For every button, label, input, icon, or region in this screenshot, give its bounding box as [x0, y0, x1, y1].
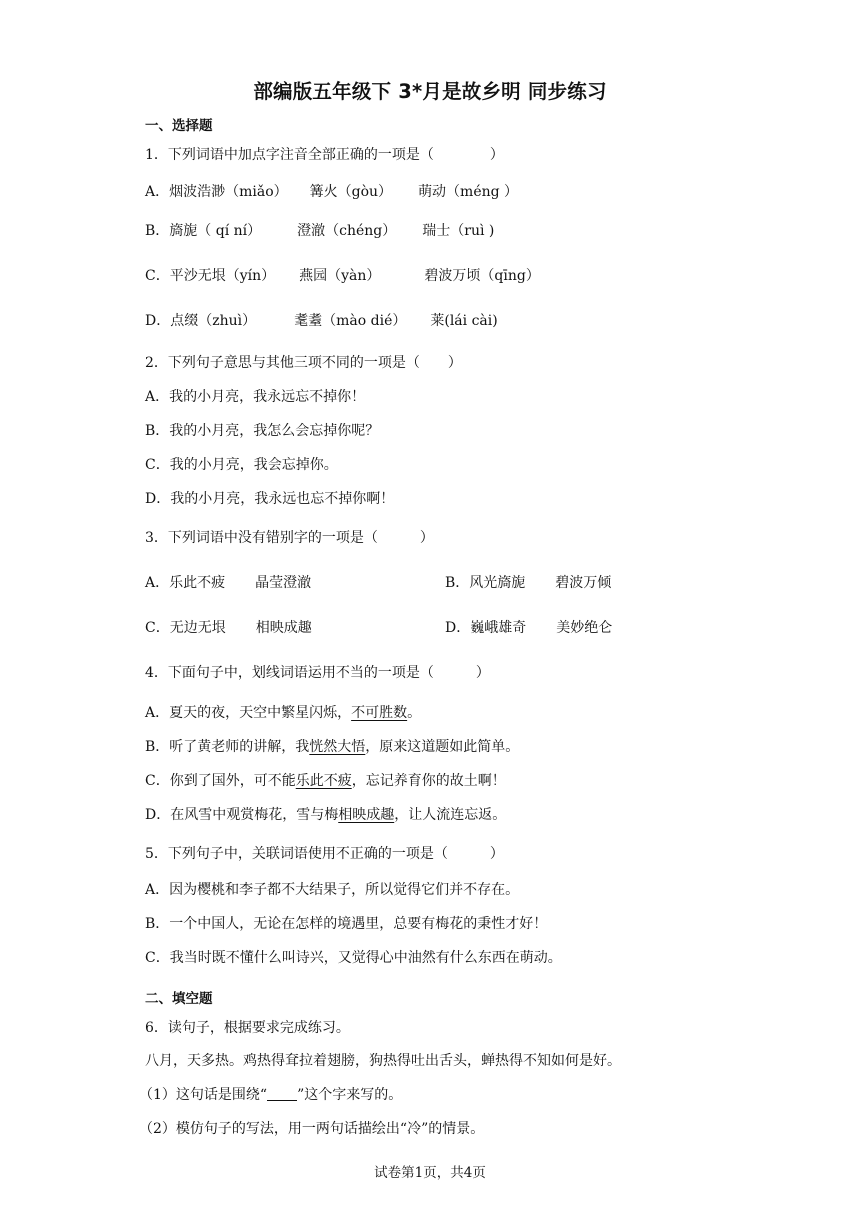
question-2-option-b: B．我的小月亮，我怎么会忘掉你呢？: [145, 423, 380, 439]
question-2-option-d: D．我的小月亮，我永远也忘不掉你啊！: [145, 491, 395, 507]
question-6-text: 八月，天多热。鸡热得耷拉着翅膀，狗热得吐出舌头，蝉热得不知如何是好。: [145, 1053, 621, 1069]
option-text: 篝火（gòu）: [309, 184, 393, 200]
question-1-option-b: [145, 221, 494, 241]
underlined-phrase: 相映成趣: [338, 807, 395, 823]
option-text: C．你到了国外，可不能: [145, 773, 296, 789]
question-5-option-b: B．一个中国人，无论在怎样的境遇里，总要有梅花的秉性才好！: [145, 916, 548, 932]
underlined-phrase: 乐此不疲: [295, 773, 352, 789]
part-text: ”这个字来写的。: [297, 1087, 403, 1103]
section-heading-choice: 一、选择题: [145, 118, 213, 134]
question-6-stem: 6．读句子，根据要求完成练习。: [145, 1020, 350, 1036]
option-text: B．听了黄老师的讲解，我: [145, 739, 310, 755]
option-text: B．旖旎（ qí ní）: [145, 223, 262, 239]
option-text: D．巍峨雄奇: [445, 620, 527, 636]
option-text: 萌动（méng ）: [418, 184, 519, 200]
question-4-option-a: [145, 703, 421, 723]
option-text: 瑞士（ruì ): [422, 223, 495, 239]
option-text: A．乐此不疲: [145, 575, 226, 591]
option-text: ，让人流连忘返。: [394, 807, 507, 823]
question-1-stem: 1．下列词语中加点字注音全部正确的一项是（ ）: [145, 147, 504, 163]
option-text: B．风光旖旎: [445, 575, 526, 591]
question-3-option-b: [445, 573, 611, 593]
question-3-stem: 3．下列词语中没有错别字的一项是（ ）: [145, 530, 434, 546]
option-text: 澄澈（chéng）: [297, 223, 397, 239]
question-2-option-c: C．我的小月亮，我会忘掉你。: [145, 457, 338, 473]
option-text: C．无边无垠: [145, 620, 226, 636]
question-3-option-c: [145, 618, 312, 638]
question-6-part-2: （2）模仿句子的写法，用一两句话描绘出“冷”的情景。: [139, 1121, 485, 1137]
underlined-phrase: 恍然大悟: [309, 739, 366, 755]
question-5-stem: 5．下列句子中，关联词语使用不正确的一项是（ ）: [145, 846, 504, 862]
option-text: 碧波万倾: [555, 575, 612, 591]
question-3-option-d: [445, 618, 612, 638]
question-4-stem: 4．下面句子中，划线词语运用不当的一项是（ ）: [145, 665, 490, 681]
page-footer: 试卷第1页，共4页: [374, 1165, 486, 1181]
question-6-part-1: [139, 1085, 402, 1105]
option-text: A．烟波浩渺（miǎo）: [145, 184, 288, 200]
option-text: 碧波万顷（qīng）: [424, 268, 540, 284]
option-text: 晶莹澄澈: [255, 575, 312, 591]
option-text: 美妙绝仑: [556, 620, 613, 636]
question-4-option-b: [145, 737, 519, 757]
option-text: 相映成趣: [255, 620, 312, 636]
option-text: 莱(lái cài): [430, 313, 498, 329]
option-text: 燕园（yàn）: [299, 268, 381, 284]
option-text: ，忘记养育你的故土啊！: [351, 773, 506, 789]
question-2-stem: 2．下列句子意思与其他三项不同的一项是（ ）: [145, 355, 462, 371]
answer-blank[interactable]: [267, 1086, 297, 1101]
section-heading-fill: 二、填空题: [145, 991, 213, 1007]
part-text: （1）这句话是围绕“: [139, 1087, 268, 1103]
question-5-option-a: A．因为樱桃和李子都不大结果子，所以觉得它们并不存在。: [145, 882, 520, 898]
question-2-option-a: A．我的小月亮，我永远忘不掉你！: [145, 389, 366, 405]
option-text: 。: [407, 705, 422, 721]
option-text: D．点缀（zhuì）: [145, 313, 257, 329]
question-5-option-c: C．我当时既不懂什么叫诗兴，又觉得心中油然有什么东西在萌动。: [145, 950, 562, 966]
question-1-option-a: [145, 182, 518, 202]
question-1-option-c: [145, 266, 540, 286]
question-1-option-d: [145, 311, 498, 331]
question-4-option-c: [145, 771, 506, 791]
option-text: D．在风雪中观赏梅花，雪与梅: [145, 807, 339, 823]
option-text: C．平沙无垠（yín）: [145, 268, 276, 284]
option-text: A．夏天的夜，天空中繁星闪烁，: [145, 705, 352, 721]
question-3-option-a: [145, 573, 311, 593]
option-text: ，原来这道题如此简单。: [365, 739, 520, 755]
option-text: 耄耋（mào dié）: [294, 313, 407, 329]
question-4-option-d: [145, 805, 506, 825]
page-title: 部编版五年级下 3*月是故乡明 同步练习: [253, 80, 607, 103]
underlined-phrase: 不可胜数: [351, 705, 408, 721]
